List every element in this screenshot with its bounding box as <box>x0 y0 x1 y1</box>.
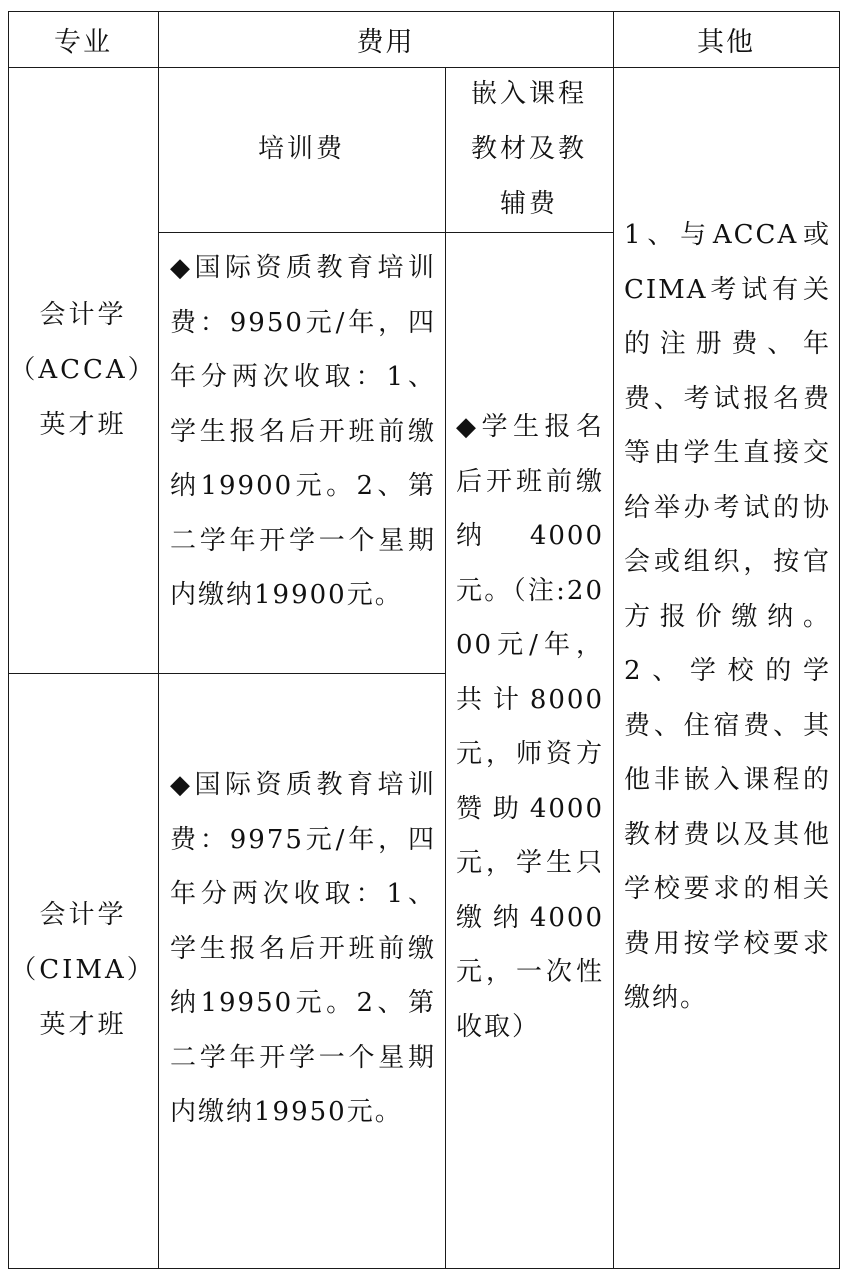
training-fee-acca: ◆国际资质教育培训费：9950元/年，四年分两次收取：1、学生报名后开班前缴纳19900元。2、第二学年开学一个星期内缴纳19900元。 <box>170 253 436 610</box>
header-major: 专业 <box>54 26 112 58</box>
col-divider-fees <box>445 67 446 1269</box>
major-line: （ACCA） <box>9 354 157 385</box>
subheader-materials-line: 辅费 <box>499 189 558 219</box>
training-fee-cima: ◆国际资质教育培训费：9975元/年，四年分两次收取：1、学生报名后开班前缴纳19950元。2、第二学年开学一个星期内缴纳19950元。 <box>170 770 436 1127</box>
major-line: 英才班 <box>39 1010 127 1040</box>
subheader-training-fee: 培训费 <box>257 134 345 164</box>
subheader-materials-line: 教材及教 <box>470 134 587 164</box>
materials-fee-content: ◆学生报名后开班前缴纳4000元。（注:2000元/年，共计8000元，师资方赞助4000元，学生只缴纳4000元，一次性收取） <box>456 412 604 1042</box>
major-line: 会计学 <box>39 299 127 330</box>
major-line: 英才班 <box>39 409 127 440</box>
subheader-materials-line: 嵌入课程 <box>470 79 587 109</box>
header-other: 其他 <box>697 26 755 58</box>
major-cima <box>8 673 158 1268</box>
table-border-bottom <box>8 1268 840 1269</box>
subheader-materials-fee <box>445 67 613 232</box>
major-line: （CIMA） <box>10 955 156 985</box>
col-divider-other <box>613 11 614 1269</box>
other-content: 1、与ACCA或CIMA考试有关的注册费、年费、考试报名费等由学生直接交给举办考试的协会或组织，按官方报价缴纳。2、学校的学费、住宿费、其他非嵌入课程的教材费以及其他学校要求的相关费用按学校要求缴纳。 <box>624 220 831 1013</box>
major-acca <box>8 67 158 673</box>
table-border-right <box>839 11 840 1269</box>
header-fee: 费用 <box>356 26 415 58</box>
major-line: 会计学 <box>39 900 127 930</box>
subheader-divider <box>158 232 614 233</box>
